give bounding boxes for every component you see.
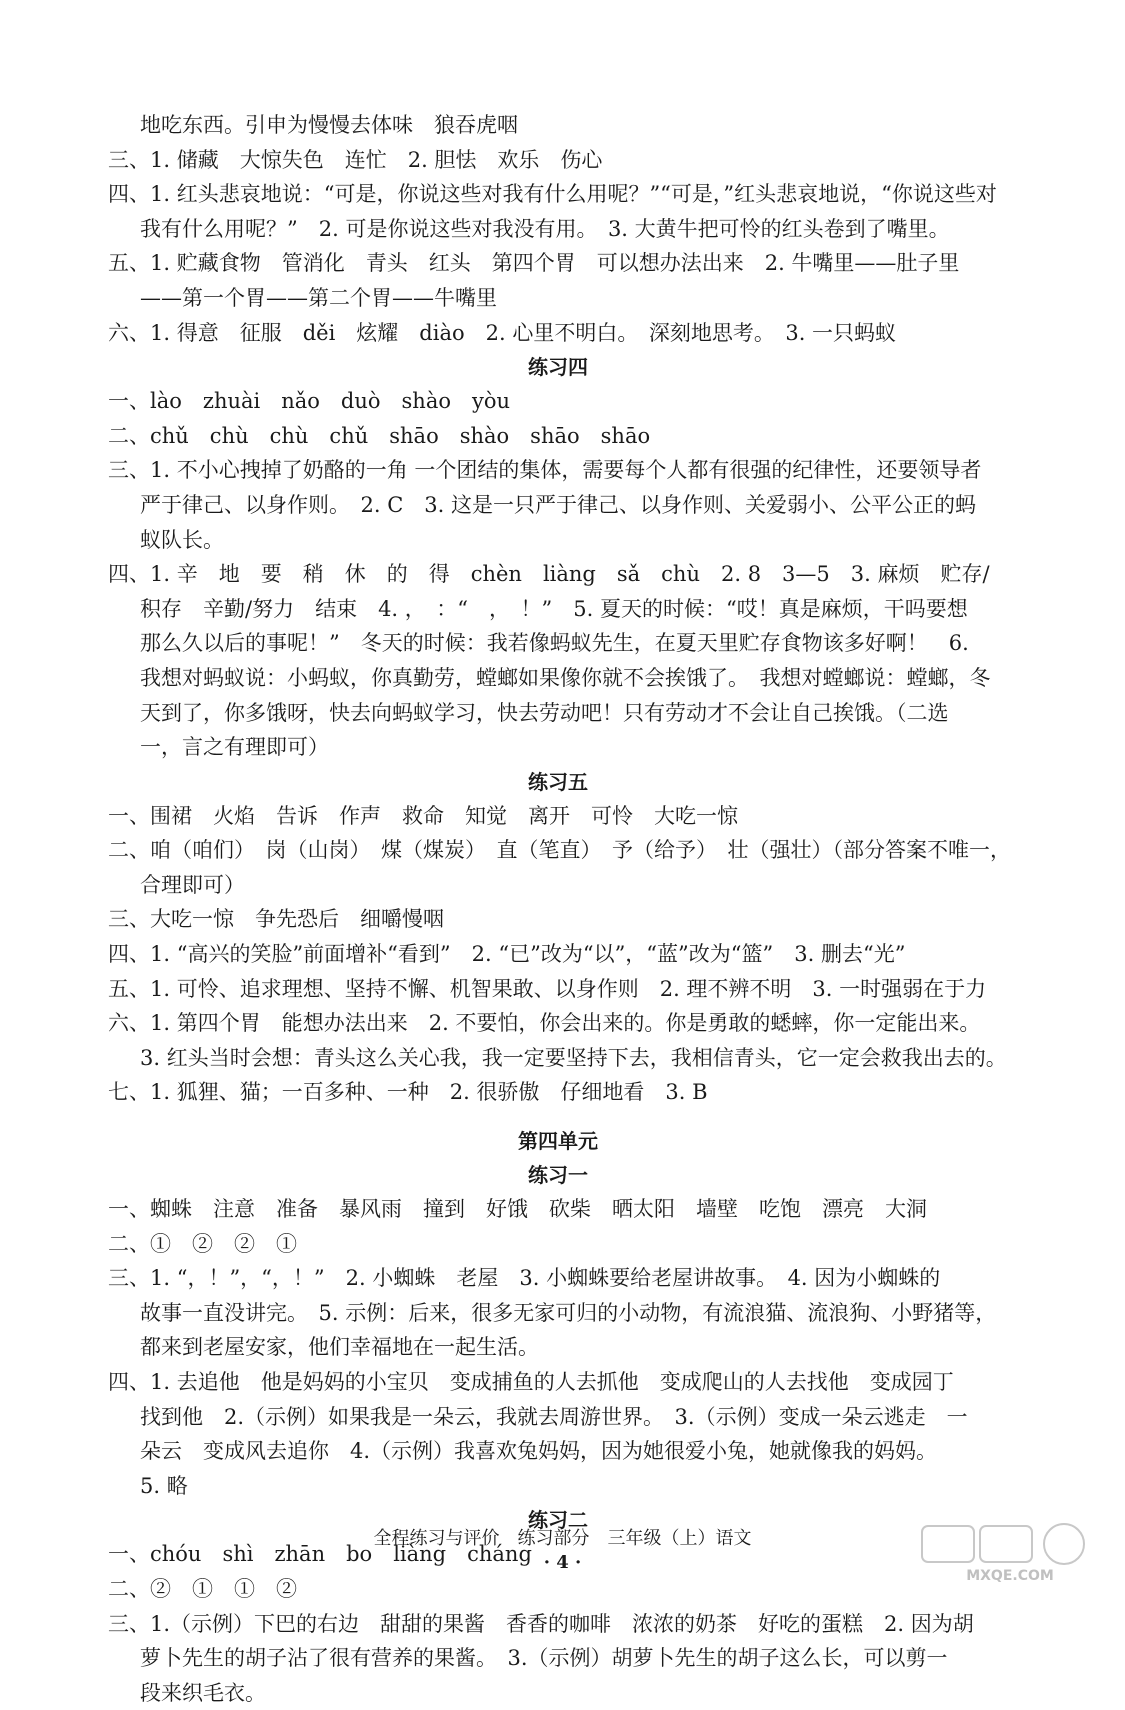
answer-line: 一、lào zhuài nǎo duò shào yòu xyxy=(108,389,511,414)
answer-continuation-line: 合理即可） xyxy=(140,872,245,897)
answer-line: 一、蜘蛛 注意 准备 暴风雨 撞到 好饿 砍柴 晒太阳 墙壁 吃饱 漂亮 大洞 xyxy=(108,1197,927,1222)
answer-continuation-line: 5. 略 xyxy=(140,1473,188,1498)
svg-text:MXQE.COM: MXQE.COM xyxy=(966,1568,1054,1584)
answer-continuation-line: 朵云 变成风去追你 4.（示例）我喜欢兔妈妈，因为她很爱小兔，她就像我的妈妈。 xyxy=(140,1439,938,1464)
section-heading: 练习二 xyxy=(528,1508,588,1533)
answer-line: 四、1. 辛 地 要 稍 休 的 得 chèn liàng sǎ chù 2. 8 3—5 3. 麻烦 贮存/ xyxy=(108,562,990,587)
answer-continuation-line: 我想对蚂蚁说：小蚂蚁，你真勤劳，螳螂如果像你就不会挨饿了。 我想对螳螂说：螳螂，冬 xyxy=(140,665,991,690)
answer-line: 一、围裙 火焰 告诉 作声 救命 知觉 离开 可怜 大吃一惊 xyxy=(108,803,738,828)
answer-continuation-line: 萝卜先生的胡子沾了很有营养的果酱。 3.（示例）胡萝卜先生的胡子这么长，可以剪一 xyxy=(140,1646,948,1671)
answer-continuation-line: 故事一直没讲完。 5. 示例：后来，很多无家可归的小动物，有流浪猫、流浪狗、小野猪等， xyxy=(140,1300,997,1325)
answer-line: 五、1. 可怜、追求理想、坚持不懈、机智果敢、以身作则 2. 理不辨不明 3. 一时强弱在于力 xyxy=(108,976,987,1001)
answer-continuation-line: 地吃东西。引申为慢慢去体味 狼吞虎咽 xyxy=(140,113,518,137)
answer-continuation-line: 段来织毛衣。 xyxy=(140,1680,266,1705)
answer-line: 七、1. 狐狸、猫；一百多种、一种 2. 很骄傲 仔细地看 3. B xyxy=(108,1080,708,1105)
answer-line: 二、咱（咱们） 岗（山岗） 煤（煤炭） 直（笔直） 予（给予） 壮（强壮）（部分答案不唯一， xyxy=(108,838,1011,863)
section-heading: 练习一 xyxy=(528,1163,588,1188)
answer-line: 三、1.（示例）下巴的右边 甜甜的果酱 香香的咖啡 浓浓的奶茶 好吃的蛋糕 2. 因为胡 xyxy=(108,1611,974,1636)
answer-continuation-line: ——第一个胃——第二个胃——牛嘴里 xyxy=(140,285,497,310)
section-heading: 练习四 xyxy=(528,355,588,380)
answer-continuation-line: 都来到老屋安家，他们幸福地在一起生活。 xyxy=(140,1335,539,1360)
watermark-logo xyxy=(918,1522,1098,1584)
answer-line: 四、1. “高兴的笑脸”前面增补“看到” 2. “已”改为“以”，“蓝”改为“篮” 3. 删去“光” xyxy=(108,942,906,967)
answer-line: 三、1. 不小心拽掉了奶酪的一角 一个团结的集体，需要每个人都有很强的纪律性，还要领导者 xyxy=(108,458,982,483)
answer-continuation-line: 一，言之有理即可） xyxy=(140,735,329,760)
answer-continuation-line: 蚁队长。 xyxy=(140,527,224,552)
answer-continuation-line: 积存 辛勤/努力 结束 4. ， ：“ ， ！” 5. 夏天的时候：“哎！真是麻烦，干吗要想 xyxy=(140,596,968,621)
answer-line: 四、1. 红头悲哀地说：“可是，你说这些对我有什么用呢？”“可是，”红头悲哀地说，“你说这些对 xyxy=(108,182,997,207)
answer-continuation-line: 我有什么用呢？” 2. 可是你说这些对我没有用。 3. 大黄牛把可怜的红头卷到了嘴里。 xyxy=(140,216,950,241)
answer-line: 一、chóu shì zhān bo liàng cháng xyxy=(108,1542,532,1567)
answer-line: 三、1. 储藏 大惊失色 连忙 2. 胆怯 欢乐 伤心 xyxy=(108,147,603,172)
answer-continuation-line: 3. 红头当时会想：青头这么关心我，我一定要坚持下去，我相信青头，它一定会救我出去的。 xyxy=(140,1045,1007,1070)
answer-continuation-line: 严于律己、以身作则。 2. C 3. 这是一只严于律己、以身作则、关爱弱小、公平公正的蚂 xyxy=(140,492,976,517)
answer-line: 六、1. 第四个胃 能想办法出来 2. 不要怕，你会出来的。你是勇敢的蟋蟀，你一定能出来。 xyxy=(108,1011,981,1036)
answer-continuation-line: 那么久以后的事呢！” 冬天的时候：我若像蚂蚁先生，在夏天里贮存食物该多好啊！ 6. xyxy=(140,631,969,656)
answer-line: 二、① ② ② ① xyxy=(108,1231,297,1256)
answer-line: 三、1. “，！”，“，！” 2. 小蜘蛛 老屋 3. 小蜘蛛要给老屋讲故事。 4. 因为小蜘蛛的 xyxy=(108,1266,941,1291)
unit-heading: 第四单元 xyxy=(518,1129,598,1154)
answer-line: 三、大吃一惊 争先恐后 细嚼慢咽 xyxy=(108,907,444,932)
answer-line: 五、1. 贮藏食物 管消化 青头 红头 第四个胃 可以想办法出来 2. 牛嘴里——肚子里 xyxy=(108,251,960,276)
answer-line: 六、1. 得意 征服 děi 炫耀 diào 2. 心里不明白。 深刻地思考。 3. 一只蚂蚁 xyxy=(108,320,897,345)
answer-continuation-line: 天到了，你多饿呀，快去向蚂蚁学习，快去劳动吧！只有劳动才不会让自己挨饿。（二选 xyxy=(140,700,949,725)
page-number: · 4 · xyxy=(543,1552,582,1573)
page-footer: 全程练习与评价 练习部分 三年级（上）语文 xyxy=(373,1528,752,1549)
answer-continuation-line: 找到他 2.（示例）如果我是一朵云，我就去周游世界。 3.（示例）变成一朵云逃走 一 xyxy=(140,1404,968,1429)
section-heading: 练习五 xyxy=(528,769,588,794)
answer-line: 二、chǔ chù chù chǔ shāo shào shāo shāo xyxy=(108,423,651,448)
answer-line: 二、② ① ① ② xyxy=(108,1576,297,1601)
answer-line: 四、1. 去追他 他是妈妈的小宝贝 变成捕鱼的人去抓他 变成爬山的人去找他 变成园丁 xyxy=(108,1370,954,1394)
